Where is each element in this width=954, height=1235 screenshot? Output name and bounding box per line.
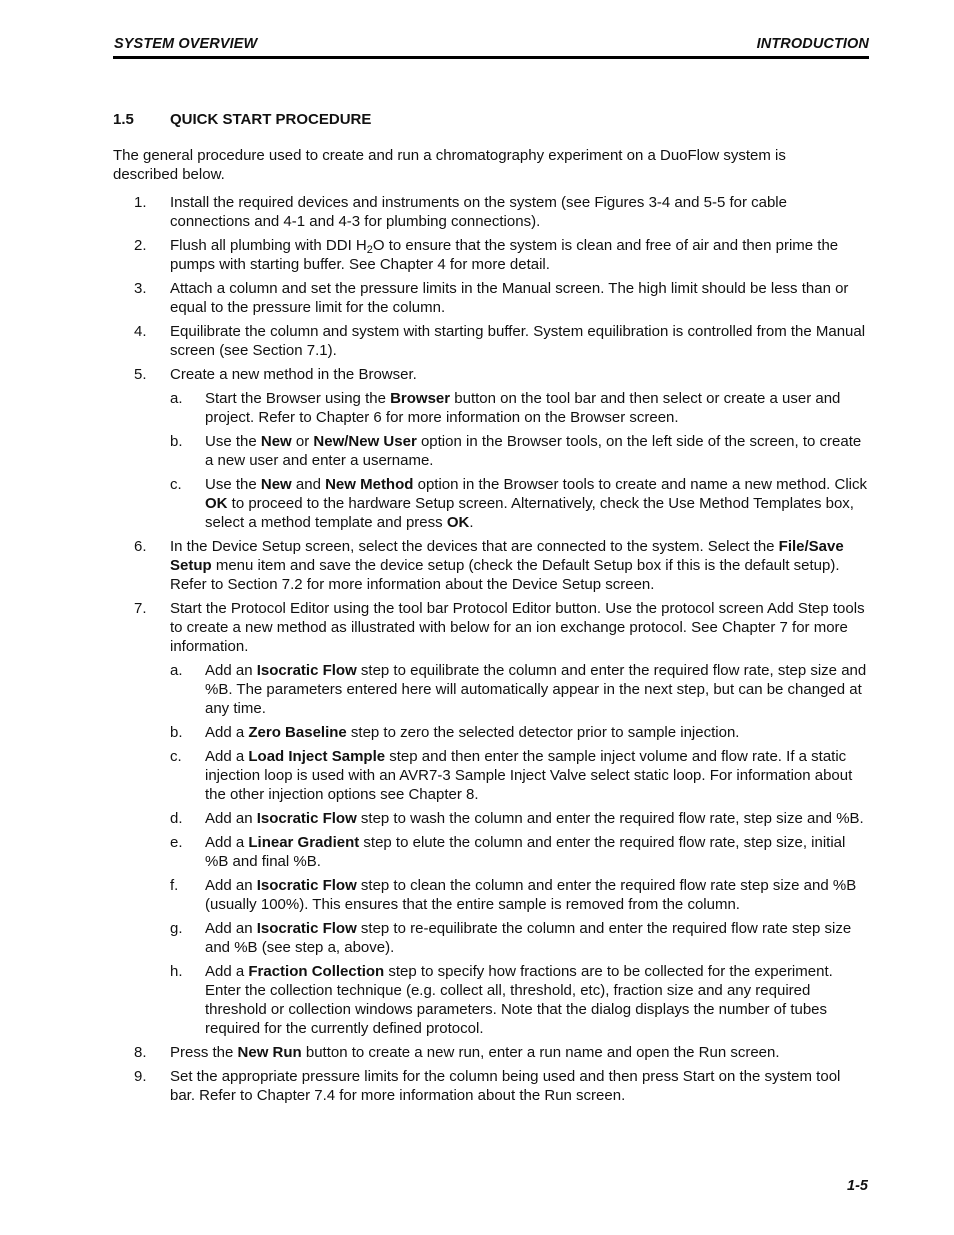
bold-ui-term: New Run [237,1044,302,1061]
step-text-run: or [291,433,314,450]
step-text-run: step to zero the selected detector prior to sample injection. [346,724,740,741]
step-text [170,365,869,384]
step-text-run: Add an [205,810,257,827]
bold-ui-term: Isocratic Flow [256,920,357,937]
page-number: 1-5 [847,1178,868,1194]
step-text-run: button on the tool bar and then select or create a user and project. Refer to Chapter 6 for more information on the Browser screen. [205,390,841,426]
step-text [170,279,869,317]
step-number: 9. [134,1068,147,1085]
substep-letter: c. [170,748,182,765]
step-text-run: Add a [205,963,249,980]
page-header [113,36,869,59]
step-text-run: Start the Protocol Editor using the tool bar Protocol Editor button. Use the protocol screen Add Step tools to create a new method as illustrated with below for an ion exchange protocol. See Chapter 7 for more information. [170,600,865,655]
step-number: 5. [134,366,147,383]
bold-ui-term: Zero Baseline [248,724,347,741]
step-text-run: Set the appropriate pressure limits for the column being used and then press Start on the system tool bar. Refer to Chapter 7.4 for more information about the Run screen. [170,1068,841,1104]
substep-item [113,919,869,957]
step-text-run: step to re-equilibrate the column and enter the required flow rate step size and %B (see step a, above). [205,920,852,956]
step-text-run: step to equilibrate the column and enter the required flow rate, step size and %B. The parameters entered here will automatically appear in the next step, but can be changed at any time. [205,662,867,717]
step-text-run: Start the Browser using the [205,390,391,407]
substep-text [205,432,869,470]
substep-letter: d. [170,810,183,827]
step-text-run: Install the required devices and instruments on the system (see Figures 3-4 and 5-5 for cable connections and 4-1 and 4-3 for plumbing connections). [170,194,787,230]
substep-item [113,876,869,914]
bold-ui-term: Fraction Collection [248,963,385,980]
bold-ui-term: Linear Gradient [248,834,360,851]
substep-text [205,747,869,804]
procedure-steps [113,193,869,1110]
substep-text [205,661,869,718]
step-text-run: menu item and save the device setup (check the Default Setup box if this is the default setup). Refer to Section 7.2 for more information about the Device Setup screen. [170,557,840,593]
substep-letter: e. [170,834,183,851]
bold-ui-term: OK [446,514,470,531]
step-item [113,537,869,594]
step-text [170,599,869,656]
substep-letter: g. [170,920,183,937]
step-text [170,236,869,274]
step-text [170,193,869,231]
step-text-run: Press the [170,1044,238,1061]
step-number: 4. [134,323,147,340]
step-number: 8. [134,1044,147,1061]
bold-ui-term: New [260,433,292,450]
step-text-run: Add an [205,877,257,894]
step-text-run: option in the Browser tools to create and name a new method. Click [413,476,868,493]
substep-item [113,747,869,804]
bold-ui-term: New Method [325,476,414,493]
substep-item [113,962,869,1038]
intro-paragraph: The general procedure used to create and run a chromatography experiment on a DuoFlow system is described below. [113,147,786,183]
step-text-run: option in the Browser tools, on the left side of the screen, to create a new user and enter a username. [205,433,862,469]
header-right-title: INTRODUCTION [756,36,869,52]
step-text-run: Equilibrate the column and system with starting buffer. System equilibration is controlled from the Manual screen (see Section 7.1). [170,323,866,359]
substep-text [205,475,869,532]
step-text-run: and [291,476,326,493]
step-text-run: Flush all plumbing with DDI H [170,237,367,254]
section-title: QUICK START PROCEDURE [170,111,372,128]
step-item [113,599,869,656]
bold-ui-term: OK [205,495,228,512]
step-text [170,1043,869,1062]
step-text-run: to proceed to the hardware Setup screen. Alternatively, check the Use Method Templates box, select a method template and press [205,495,854,531]
step-text-run: Add an [205,662,257,679]
substep-item [113,432,869,470]
substep-text [205,389,869,427]
substep-letter: c. [170,476,182,493]
step-item [113,322,869,360]
bold-ui-term: New/New User [313,433,417,450]
bold-ui-term: Isocratic Flow [256,877,357,894]
step-text-run: step to elute the column and enter the required flow rate, step size, initial %B and final %B. [205,834,846,870]
section-number: 1.5 [113,111,134,128]
step-text-run: Use the [205,476,261,493]
step-text [170,1067,869,1105]
substep-item [113,809,869,828]
step-item [113,193,869,231]
step-text-run: Create a new method in the Browser. [170,366,417,383]
substep-letter: a. [170,390,183,407]
substep-text [205,919,869,957]
step-text-run: Add an [205,920,257,937]
substep-text [205,809,869,828]
step-text [170,537,869,594]
substep-text [205,833,869,871]
step-number: 7. [134,600,147,617]
step-text-run: step to wash the column and enter the required flow rate, step size and %B. [356,810,864,827]
substep-item [113,833,869,871]
step-text-run: . [469,514,474,531]
subscript-text: 2 [366,244,373,256]
substep-letter: b. [170,724,183,741]
substep-item [113,723,869,742]
step-text-run: Use the [205,433,261,450]
substep-text [205,876,869,914]
step-text-run: button to create a new run, enter a run name and open the Run screen. [301,1044,780,1061]
bold-ui-term: New [260,476,292,493]
step-text-run: Add a [205,724,249,741]
substep-letter: h. [170,963,183,980]
step-text-run: step and then enter the sample inject volume and flow rate. If a static injection loop is used with an AVR7-3 Sample Inject Valve select static loop. For information about the other injection options see Chapter 8. [205,748,853,803]
substep-text [205,723,869,742]
step-item [113,1067,869,1105]
step-number: 3. [134,280,147,297]
bold-ui-term: Load Inject Sample [248,748,386,765]
step-number: 1. [134,194,147,211]
step-item [113,1043,869,1062]
step-text-run: step to clean the column and enter the required flow rate step size and %B (usually 100%). This ensures that the entire sample is removed from the column. [205,877,857,913]
substep-item [113,661,869,718]
step-text-run: Add a [205,834,249,851]
step-number: 6. [134,538,147,555]
step-item [113,279,869,317]
substep-letter: f. [170,877,179,894]
step-text-run: O to ensure that the system is clean and free of air and then prime the pumps with starting buffer. See Chapter 4 for more detail. [170,237,839,273]
step-item [113,236,869,274]
step-text-run: In the Device Setup screen, select the devices that are connected to the system. Select the [170,538,779,555]
substep-item [113,475,869,532]
step-item [113,365,869,384]
bold-ui-term: File/Save Setup [170,538,844,574]
substep-letter: a. [170,662,183,679]
bold-ui-term: Isocratic Flow [256,810,357,827]
bold-ui-term: Browser [390,390,451,407]
substep-text [205,962,869,1038]
step-number: 2. [134,237,147,254]
bold-ui-term: Isocratic Flow [256,662,357,679]
step-text-run: Attach a column and set the pressure limits in the Manual screen. The high limit should be less than or equal to the pressure limit for the column. [170,280,849,316]
step-text [170,322,869,360]
step-text-run: step to specify how fractions are to be collected for the experiment. Enter the collection technique (e.g. collect all, threshold, etc), fraction size and any required threshold or collection windows parameters. Note that the dialog displays the number of tubes required for the currently defined protocol. [205,963,833,1037]
header-left-title: SYSTEM OVERVIEW [114,36,258,52]
substep-letter: b. [170,433,183,450]
step-text-run: Add a [205,748,249,765]
substep-item [113,389,869,427]
section-heading [113,111,371,128]
